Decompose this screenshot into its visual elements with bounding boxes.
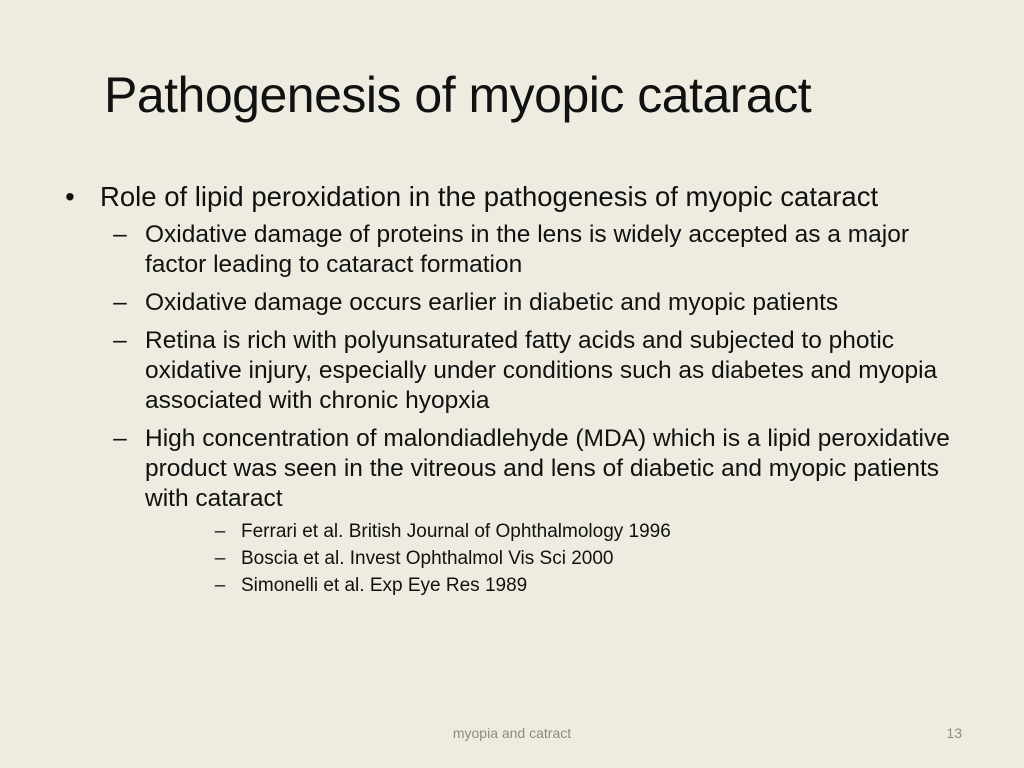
sub-bullet-item xyxy=(113,220,975,280)
reference-item xyxy=(214,547,941,571)
bullet-text: Role of lipid peroxidation in the pathogenesis of myopic cataract xyxy=(100,181,879,212)
slide-title: Pathogenesis of myopic cataract xyxy=(104,67,812,123)
bullet-icon: • xyxy=(65,181,75,212)
reference-text: Simonelli et al. Exp Eye Res 1989 xyxy=(241,575,528,596)
reference-item xyxy=(214,520,941,544)
sub-bullet-item xyxy=(113,326,975,416)
reference-item xyxy=(214,574,941,598)
dash-icon: – xyxy=(113,425,127,452)
dash-icon: – xyxy=(214,575,226,596)
sub-bullet-text: Oxidative damage occurs earlier in diabetic and myopic patients xyxy=(145,289,839,316)
bullet-item xyxy=(65,180,930,214)
sub-bullet-text: High concentration of malondiadlehyde (MDA) which is a lipid peroxidative product was seen in the vitreous and lens of diabetic and myopic patients with cataract xyxy=(145,425,950,512)
slide-footer: myopia and catract xyxy=(452,725,572,741)
dash-icon: – xyxy=(113,327,127,354)
slide-content xyxy=(0,180,1024,598)
dash-icon: – xyxy=(214,521,226,542)
sub-bullet-item xyxy=(113,424,975,514)
sub-bullet-item xyxy=(113,288,975,318)
dash-icon: – xyxy=(214,548,226,569)
page-number: 13 xyxy=(946,725,962,741)
dash-icon: – xyxy=(113,289,127,316)
dash-icon: – xyxy=(113,221,127,248)
sub-bullet-text: Oxidative damage of proteins in the lens is widely accepted as a major factor leading to cataract formation xyxy=(145,221,909,278)
reference-text: Boscia et al. Invest Ophthalmol Vis Sci 2000 xyxy=(241,548,614,569)
sub-bullet-text: Retina is rich with polyunsaturated fatty acids and subjected to photic oxidative injury, especially under conditions such as diabetes and myopia associated with chronic hyopxia xyxy=(145,327,938,414)
reference-text: Ferrari et al. British Journal of Ophthalmology 1996 xyxy=(241,521,671,542)
